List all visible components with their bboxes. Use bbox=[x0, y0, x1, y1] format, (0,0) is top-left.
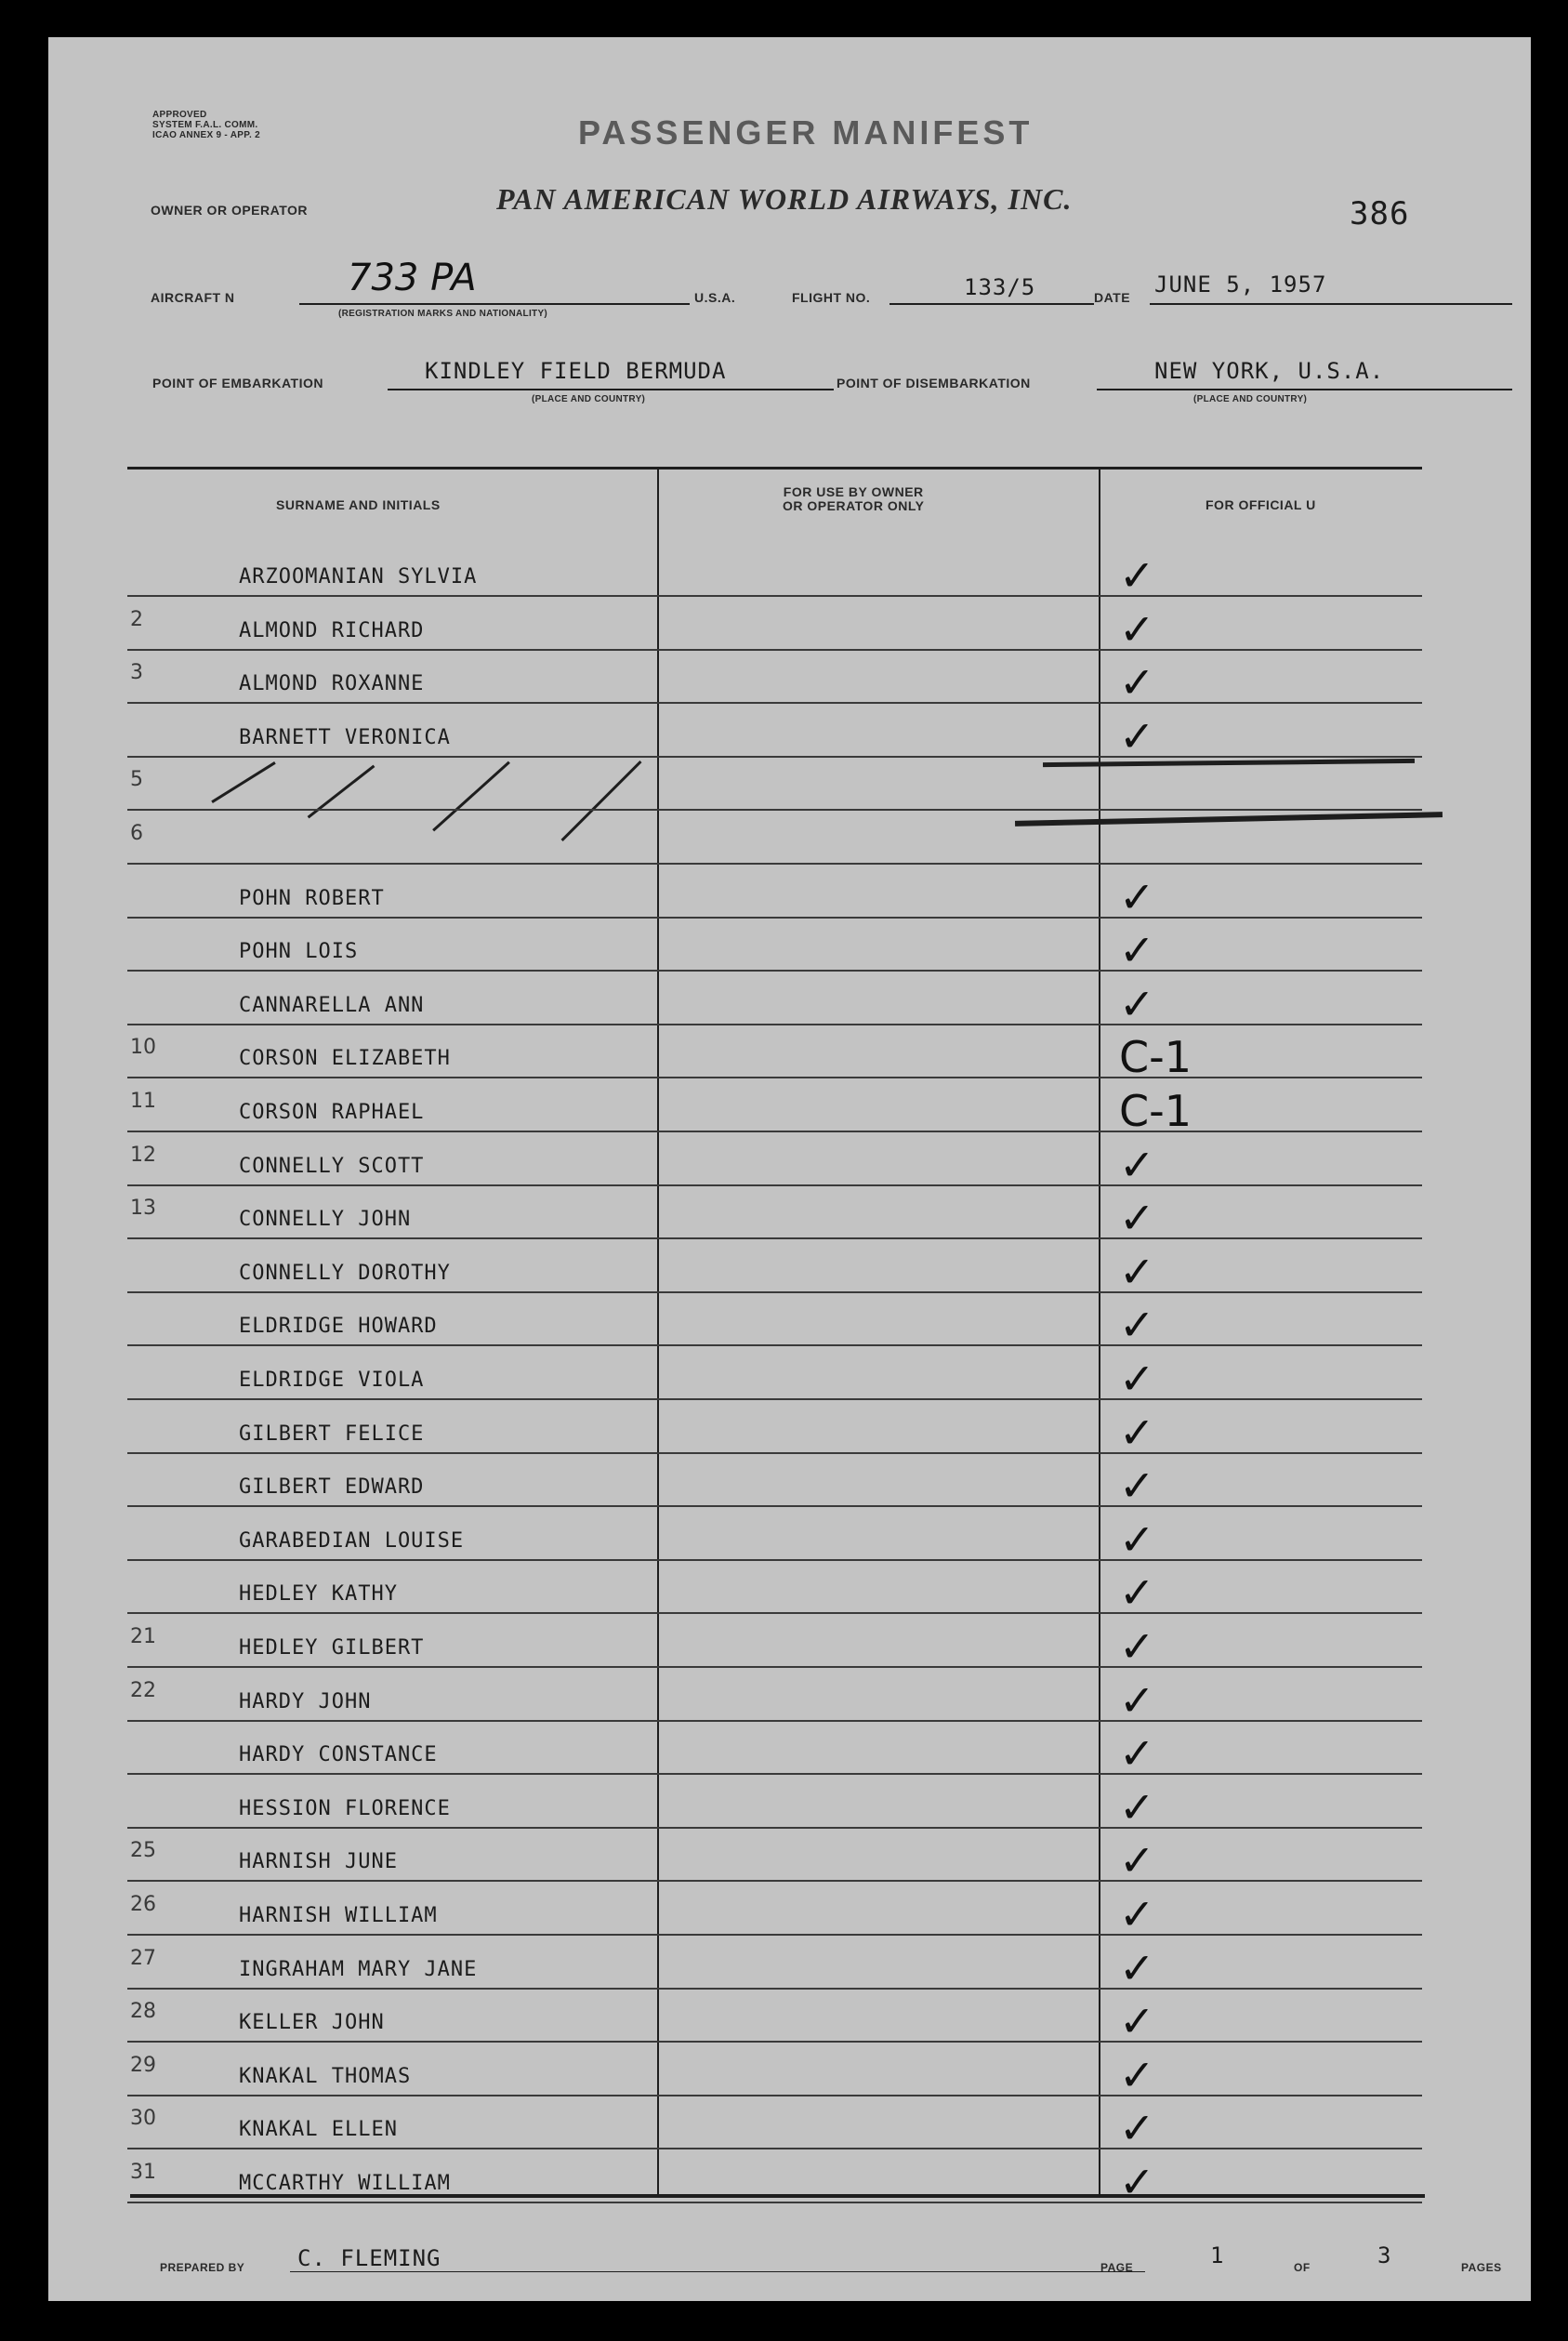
approval-stamp bbox=[152, 110, 260, 140]
prepared-value: C. FLEMING bbox=[297, 2245, 441, 2271]
official-mark: ✓ bbox=[1119, 871, 1155, 922]
approval-line: APPROVED bbox=[152, 110, 207, 120]
official-mark: C-1 bbox=[1119, 1086, 1192, 1136]
passenger-name: ARZOOMANIAN SYLVIA bbox=[239, 565, 478, 589]
official-mark: ✓ bbox=[1119, 1889, 1155, 1939]
passenger-name: POHN ROBERT bbox=[239, 886, 385, 910]
page-stamp-number: 386 bbox=[1350, 195, 1410, 232]
official-mark: ✓ bbox=[1119, 1193, 1155, 1244]
row-number: 12 bbox=[130, 1143, 156, 1167]
row-rule bbox=[127, 1237, 1422, 1239]
of-value: 3 bbox=[1377, 2242, 1392, 2268]
row-rule bbox=[127, 970, 1422, 972]
approval-line: SYSTEM F.A.L. COMM. bbox=[152, 120, 258, 130]
official-mark: ✓ bbox=[1119, 1139, 1155, 1190]
official-mark: C-1 bbox=[1119, 1032, 1192, 1083]
passenger-name: CONNELLY SCOTT bbox=[239, 1154, 425, 1178]
row-rule bbox=[127, 1666, 1422, 1668]
pages-label: PAGES bbox=[1461, 2261, 1502, 2274]
row-rule bbox=[127, 1773, 1422, 1775]
row-number: 11 bbox=[130, 1090, 156, 1113]
page-title: PASSENGER MANIFEST bbox=[578, 113, 1034, 152]
table-top-rule bbox=[127, 467, 1422, 470]
operator-name: PAN AMERICAN WORLD AIRWAYS, INC. bbox=[496, 182, 1073, 216]
passenger-name: CONNELLY DOROTHY bbox=[239, 1261, 451, 1285]
strike-row-6 bbox=[1015, 812, 1443, 827]
passenger-name: HARDY CONSTANCE bbox=[239, 1743, 438, 1767]
disembarkation-caption: (PLACE AND COUNTRY) bbox=[1193, 394, 1308, 404]
official-mark: ✓ bbox=[1119, 1300, 1155, 1351]
official-mark: ✓ bbox=[1119, 2157, 1155, 2207]
row-number: 30 bbox=[130, 2107, 156, 2131]
official-mark: ✓ bbox=[1119, 1354, 1155, 1404]
official-mark: ✓ bbox=[1119, 978, 1155, 1029]
passenger-name: GILBERT EDWARD bbox=[239, 1475, 425, 1500]
prepared-label: PREPARED BY bbox=[160, 2261, 245, 2274]
row-rule bbox=[127, 2148, 1422, 2149]
passenger-name: GILBERT FELICE bbox=[239, 1422, 425, 1446]
manifest-page bbox=[48, 37, 1531, 2301]
official-mark: ✓ bbox=[1119, 1514, 1155, 1565]
official-mark: ✓ bbox=[1119, 1942, 1155, 1993]
official-mark: ✓ bbox=[1119, 1621, 1155, 1672]
row-number: 3 bbox=[130, 661, 143, 685]
official-mark: ✓ bbox=[1119, 1461, 1155, 1512]
passenger-name: ALMOND ROXANNE bbox=[239, 672, 425, 696]
row-rule bbox=[127, 1559, 1422, 1561]
registration-caption: (REGISTRATION MARKS AND NATIONALITY) bbox=[338, 309, 548, 319]
page-value: 1 bbox=[1210, 2242, 1225, 2268]
passenger-name: ALMOND RICHARD bbox=[239, 618, 425, 642]
official-mark: ✓ bbox=[1119, 2103, 1155, 2154]
row-rule bbox=[127, 595, 1422, 597]
row-rule bbox=[127, 2041, 1422, 2043]
official-mark: ✓ bbox=[1119, 550, 1155, 601]
row-rule bbox=[127, 1398, 1422, 1400]
passenger-name: BARNETT VERONICA bbox=[239, 725, 451, 749]
row-number: 2 bbox=[130, 607, 143, 631]
passenger-name: KELLER JOHN bbox=[239, 2011, 385, 2035]
passenger-name: HARNISH JUNE bbox=[239, 1850, 398, 1874]
aircraft-value: 733 PA bbox=[348, 257, 477, 299]
official-mark: ✓ bbox=[1119, 710, 1155, 761]
embarkation-caption: (PLACE AND COUNTRY) bbox=[532, 394, 646, 404]
official-mark: ✓ bbox=[1119, 1728, 1155, 1779]
row-number: 25 bbox=[130, 1839, 156, 1863]
row-rule bbox=[127, 1934, 1422, 1936]
official-mark: ✓ bbox=[1119, 2049, 1155, 2100]
row-number: 10 bbox=[130, 1036, 156, 1060]
row-rule bbox=[127, 1184, 1422, 1186]
official-mark: ✓ bbox=[1119, 603, 1155, 655]
passenger-name: ELDRIDGE VIOLA bbox=[239, 1369, 425, 1392]
disembarkation-underline bbox=[1097, 389, 1512, 390]
passenger-name: GARABEDIAN LOUISE bbox=[239, 1528, 465, 1553]
of-label: OF bbox=[1294, 2261, 1311, 2274]
approval-line: ICAO ANNEX 9 - APP. 2 bbox=[152, 130, 260, 140]
row-rule bbox=[127, 809, 1422, 811]
page-label: PAGE bbox=[1100, 2261, 1134, 2274]
row-rule bbox=[127, 702, 1422, 704]
row-rule bbox=[127, 1827, 1422, 1829]
passenger-name: CORSON ELIZABETH bbox=[239, 1047, 451, 1071]
row-rule bbox=[127, 649, 1422, 651]
col-header-owner-line: OR OPERATOR ONLY bbox=[783, 498, 925, 513]
passenger-name: KNAKAL THOMAS bbox=[239, 2064, 412, 2088]
row-rule bbox=[127, 1291, 1422, 1293]
embarkation-underline bbox=[388, 389, 834, 390]
passenger-name: HARNISH WILLIAM bbox=[239, 1904, 438, 1927]
passenger-name: INGRAHAM MARY JANE bbox=[239, 1957, 478, 1981]
passenger-name: ELDRIDGE HOWARD bbox=[239, 1315, 438, 1339]
usa-label: U.S.A. bbox=[694, 290, 736, 305]
row-rule bbox=[127, 756, 1422, 758]
disembarkation-value: NEW YORK, U.S.A. bbox=[1154, 358, 1385, 384]
row-rule bbox=[127, 917, 1422, 919]
official-mark: ✓ bbox=[1119, 925, 1155, 976]
col-header-official: FOR OFFICIAL U bbox=[1206, 497, 1316, 512]
col-header-owner-line: FOR USE BY OWNER bbox=[783, 484, 924, 499]
row-number: 6 bbox=[130, 822, 143, 845]
official-mark: ✓ bbox=[1119, 1407, 1155, 1458]
disembarkation-label: POINT OF DISEMBARKATION bbox=[837, 376, 1031, 390]
passenger-name: HARDY JOHN bbox=[239, 1689, 372, 1713]
row-rule bbox=[127, 1452, 1422, 1454]
row-rule bbox=[127, 863, 1422, 865]
flight-label: FLIGHT NO. bbox=[792, 290, 871, 305]
row-rule bbox=[127, 1505, 1422, 1507]
passenger-name: MCCARTHY WILLIAM bbox=[239, 2172, 451, 2195]
flight-underline bbox=[889, 303, 1094, 305]
passenger-name: CANNARELLA ANN bbox=[239, 993, 425, 1017]
passenger-name: CORSON RAPHAEL bbox=[239, 1101, 425, 1124]
official-mark: ✓ bbox=[1119, 1781, 1155, 1832]
official-mark: ✓ bbox=[1119, 1246, 1155, 1297]
passenger-name: POHN LOIS bbox=[239, 940, 359, 964]
official-mark: ✓ bbox=[1119, 1835, 1155, 1886]
row-rule bbox=[127, 2095, 1422, 2096]
row-number: 21 bbox=[130, 1625, 156, 1648]
row-number: 28 bbox=[130, 2000, 156, 2024]
date-underline bbox=[1150, 303, 1512, 305]
prepared-underline bbox=[290, 2271, 1145, 2272]
official-mark: ✓ bbox=[1119, 1567, 1155, 1619]
embarkation-value: KINDLEY FIELD BERMUDA bbox=[425, 358, 727, 384]
row-rule bbox=[127, 1988, 1422, 1990]
row-rule bbox=[127, 1720, 1422, 1722]
official-mark: ✓ bbox=[1119, 1996, 1155, 2047]
row-number: 22 bbox=[130, 1678, 156, 1702]
row-number: 13 bbox=[130, 1197, 156, 1221]
slash-mark bbox=[432, 761, 510, 832]
row-rule bbox=[127, 2202, 1422, 2203]
date-label: DATE bbox=[1094, 290, 1131, 305]
row-number: 5 bbox=[130, 768, 143, 792]
aircraft-underline bbox=[299, 303, 690, 305]
row-rule bbox=[127, 1612, 1422, 1614]
passenger-name: HEDLEY KATHY bbox=[239, 1582, 398, 1607]
row-number: 26 bbox=[130, 1893, 156, 1916]
row-number: 31 bbox=[130, 2161, 156, 2184]
row-number: 29 bbox=[130, 2053, 156, 2077]
row-rule bbox=[127, 1024, 1422, 1025]
slash-mark bbox=[211, 761, 275, 803]
col-header-owner bbox=[783, 485, 924, 513]
row-rule bbox=[127, 1344, 1422, 1346]
passenger-name: KNAKAL ELLEN bbox=[239, 2118, 398, 2142]
owner-label: OWNER OR OPERATOR bbox=[151, 203, 308, 218]
official-mark: ✓ bbox=[1119, 1674, 1155, 1726]
row-rule bbox=[127, 1880, 1422, 1882]
passenger-name: CONNELLY JOHN bbox=[239, 1208, 412, 1232]
passenger-name: HEDLEY GILBERT bbox=[239, 1636, 425, 1660]
row-rule bbox=[127, 1077, 1422, 1078]
passenger-name: HESSION FLORENCE bbox=[239, 1796, 451, 1820]
date-value: JUNE 5, 1957 bbox=[1154, 271, 1327, 298]
flight-value: 133/5 bbox=[964, 274, 1036, 300]
col-header-name: SURNAME AND INITIALS bbox=[276, 497, 441, 512]
slash-mark bbox=[561, 760, 642, 841]
aircraft-label: AIRCRAFT N bbox=[151, 290, 235, 305]
official-mark: ✓ bbox=[1119, 657, 1155, 708]
row-rule bbox=[127, 1131, 1422, 1132]
embarkation-label: POINT OF EMBARKATION bbox=[152, 376, 323, 390]
row-number: 27 bbox=[130, 1946, 156, 1970]
